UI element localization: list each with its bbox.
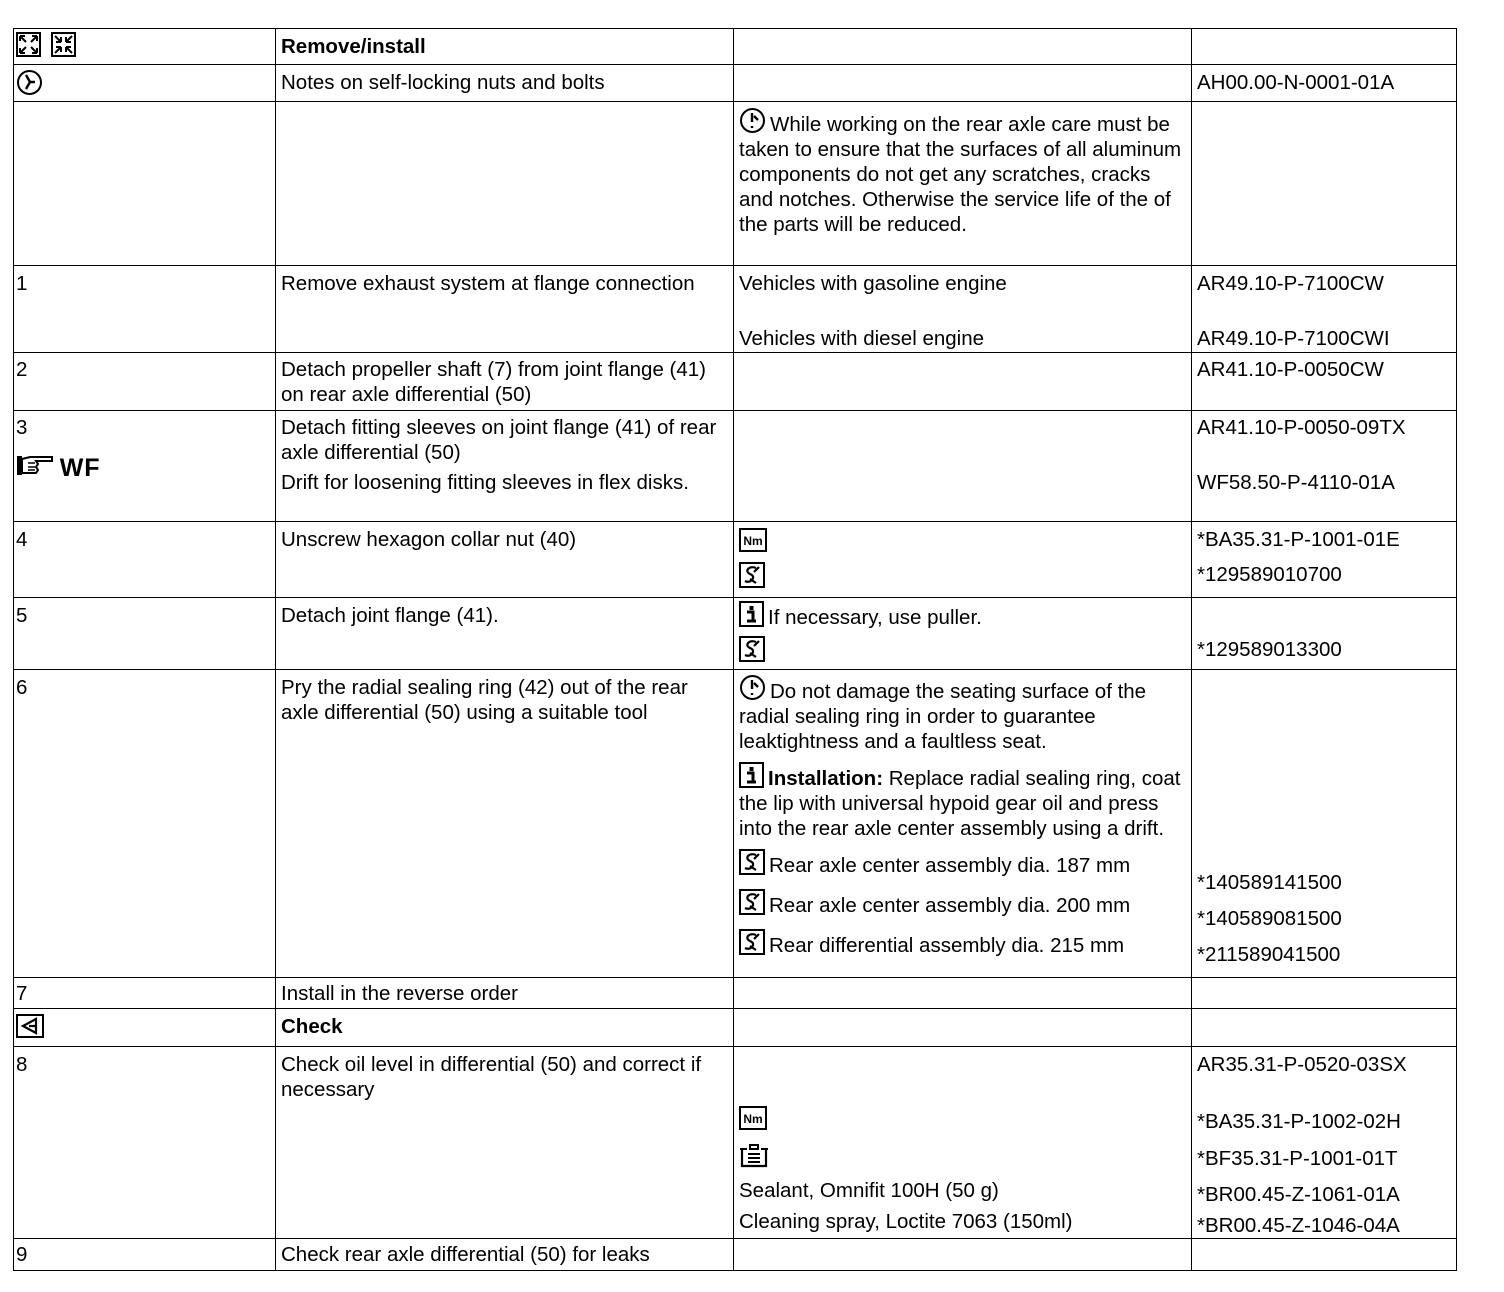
step-number: 3 <box>16 416 28 439</box>
step-text: Check rear axle differential (50) for leaks <box>276 1239 734 1271</box>
tool-ref: *140589141500 <box>1197 871 1342 894</box>
torque-nm-icon <box>739 1106 767 1130</box>
torque-ref: *BA35.31-P-1001-01E <box>1197 528 1400 551</box>
spray-text: Cleaning spray, Loctite 7063 (150ml) <box>739 1210 1073 1233</box>
step-text: Check oil level in differential (50) and correct if necessary <box>276 1047 734 1239</box>
header-row <box>14 29 1457 65</box>
warning-icon <box>739 674 766 701</box>
ref-gasoline: AR49.10-P-7100CW <box>1197 272 1384 295</box>
note-icon <box>16 69 43 96</box>
step-text: Remove exhaust system at flange connection <box>276 266 734 353</box>
special-tool-icon <box>739 849 765 875</box>
step-row-1 <box>14 266 1457 353</box>
installation-text: Replace radial sealing ring, coat the lip with universal hypoid gear oil and press into the rear axle center assembly using a drift. <box>739 767 1181 840</box>
install-icon <box>51 32 76 57</box>
sealant-text: Sealant, Omnifit 100H (50 g) <box>739 1179 999 1202</box>
step-ref: AR41.10-P-0050-09TX <box>1197 416 1406 439</box>
sealant-ref: *BR00.45-Z-1061-01A <box>1197 1183 1400 1206</box>
wf-label: WF <box>59 454 101 482</box>
step-text: Install in the reverse order <box>276 978 734 1009</box>
tool-text: Rear axle center assembly dia. 187 mm <box>769 854 1131 877</box>
installation-label: Installation: <box>768 767 884 790</box>
step-number: 4 <box>14 522 276 598</box>
step-number: 9 <box>14 1239 276 1271</box>
step-number: 1 <box>14 266 276 353</box>
step-text: Detach fitting sleeves on joint flange (41) of rear axle differential (50) <box>281 416 717 464</box>
step-row-6 <box>14 670 1457 978</box>
step-row-9 <box>14 1239 1457 1271</box>
special-tool-icon <box>739 562 765 588</box>
operating-fluid-icon <box>739 1142 769 1168</box>
info-icon <box>739 762 764 788</box>
condition-diesel: Vehicles with diesel engine <box>739 327 985 350</box>
step-row-2 <box>14 353 1457 411</box>
step-row-4 <box>14 522 1457 598</box>
aluminum-note-text: While working on the rear axle care must be taken to ensure that the surfaces of all aluminum components do not get any scratches, cracks and notches. Otherwise the service life of the of the parts will be reduced. <box>739 113 1182 236</box>
check-title: Check <box>276 1009 734 1047</box>
tool-ref: *140589081500 <box>1197 907 1342 930</box>
torque-ref: *BA35.31-P-1002-02H <box>1197 1110 1401 1133</box>
notes-row <box>14 65 1457 102</box>
svg-text:Nm: Nm <box>743 534 763 548</box>
step-number: 8 <box>14 1047 276 1239</box>
wf-ref: WF58.50-P-4110-01A <box>1197 471 1395 494</box>
tool-ref: *129589013300 <box>1192 598 1457 670</box>
step-text: Detach joint flange (41). <box>276 598 734 670</box>
step-text: Pry the radial sealing ring (42) out of the rear axle differential (50) using a suitable tool <box>276 670 734 978</box>
wf-text: Drift for loosening fitting sleeves in flex disks. <box>281 471 689 494</box>
step-text: Detach propeller shaft (7) from joint flange (41) on rear axle differential (50) <box>276 353 734 411</box>
svg-text:Nm: Nm <box>743 1112 763 1126</box>
aluminum-note-row <box>14 102 1457 266</box>
step-number: 6 <box>14 670 276 978</box>
notes-text: Notes on self-locking nuts and bolts <box>276 65 734 102</box>
check-icon <box>16 1014 44 1038</box>
special-tool-icon <box>739 636 765 662</box>
torque-nm-icon <box>739 528 767 552</box>
ref-diesel: AR49.10-P-7100CWI <box>1197 327 1390 350</box>
remove-icon <box>16 32 41 57</box>
step-row-5 <box>14 598 1457 670</box>
warning-text: Do not damage the seating surface of the radial sealing ring in order to guarantee leaktightness and a faultless seat. <box>739 680 1147 753</box>
info-text: If necessary, use puller. <box>768 606 982 629</box>
step-number: 5 <box>14 598 276 670</box>
tool-ref: *129589010700 <box>1197 563 1342 586</box>
special-tool-icon <box>739 889 765 915</box>
special-tool-icon <box>739 929 765 955</box>
step-text: Unscrew hexagon collar nut (40) <box>276 522 734 598</box>
check-header-row <box>14 1009 1457 1047</box>
step-ref: AR41.10-P-0050CW <box>1192 353 1457 411</box>
procedure-table <box>13 28 1457 1271</box>
step-row-7 <box>14 978 1457 1009</box>
step-ref: AR35.31-P-0520-03SX <box>1197 1053 1407 1076</box>
condition-gasoline: Vehicles with gasoline engine <box>739 272 1007 295</box>
tool-text: Rear differential assembly dia. 215 mm <box>769 934 1125 957</box>
spray-ref: *BR00.45-Z-1046-04A <box>1197 1214 1400 1237</box>
step-number: 2 <box>14 353 276 411</box>
step-row-3 <box>14 411 1457 522</box>
fluid-ref: *BF35.31-P-1001-01T <box>1197 1147 1398 1170</box>
tool-ref: *211589041500 <box>1197 943 1341 966</box>
info-icon <box>739 601 764 627</box>
warning-icon <box>739 107 766 134</box>
step-row-8 <box>14 1047 1457 1239</box>
pointing-hand-icon <box>16 453 54 477</box>
tool-text: Rear axle center assembly dia. 200 mm <box>769 894 1131 917</box>
notes-ref: AH00.00-N-0001-01A <box>1192 65 1457 102</box>
section-title: Remove/install <box>276 29 734 65</box>
step-number: 7 <box>14 978 276 1009</box>
